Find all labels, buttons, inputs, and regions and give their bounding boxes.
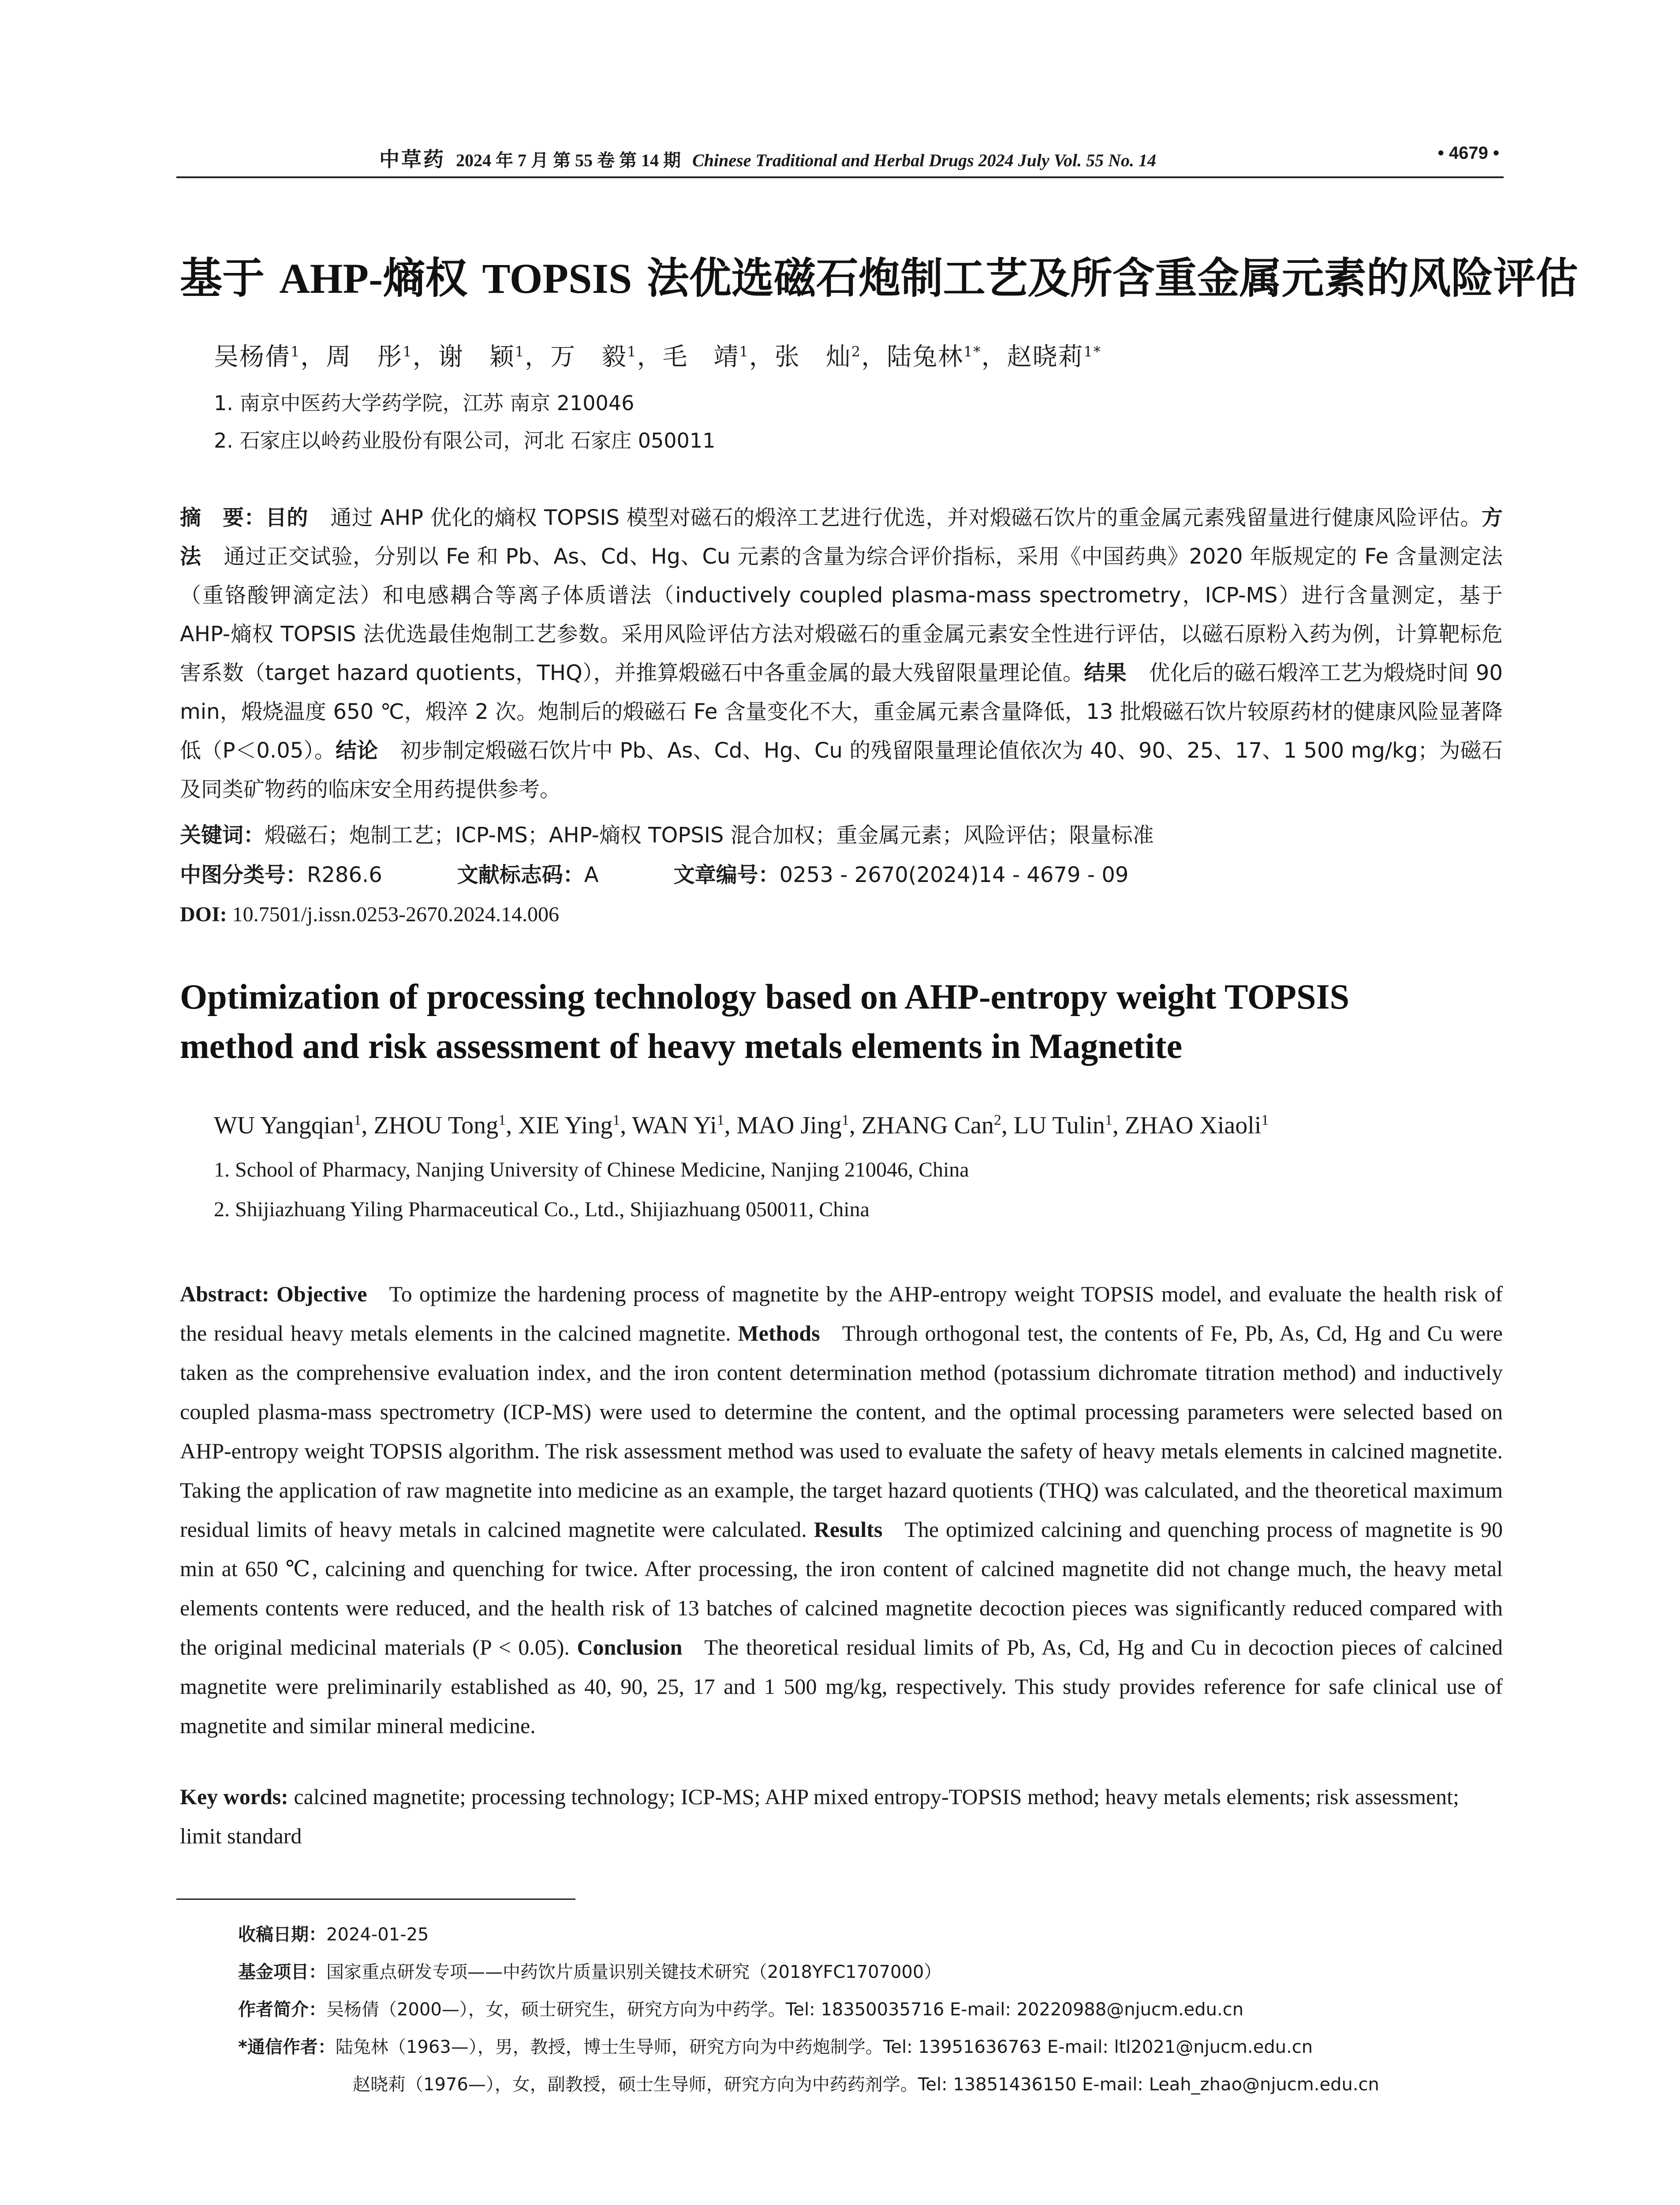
author-name: ZHANG Can [861,1112,994,1139]
english-authors: WU Yangqian$^1$, ZHOU Tong$^1$, XIE Ying$^1$, WAN Yi$^1$, MAO Jing$^1$, ZHANG Can$^2$, LU Tulin$^1$, ZHAO Xiaoli$^1$ [214,1112,1269,1139]
chinese-affiliation-1: 1. 南京中医药大学药学院，江苏 南京 210046 [214,391,635,415]
doccode-label: 文献标志码： [457,863,584,887]
english-title-line-2: method and risk assessment of heavy metals elements in Magnetite [180,1027,1183,1066]
author-affiliation-mark: 1 [841,1112,849,1129]
author-affiliation-mark: 1 [515,343,525,360]
footnote-label: 基金项目： [238,1962,326,1982]
header-left [379,143,1156,172]
author-name: 周 彤 [326,343,403,371]
keywords-label: 关键词： [180,823,265,848]
doi-value[interactable]: 10.7501/j.issn.0253-2670.2024.14.006 [227,903,560,926]
author-affiliation-mark: 1 [354,1112,362,1129]
footnote-author-bio [238,1996,1243,2021]
article-label: 文章编号： [673,863,780,887]
english-affiliation-1: 1. School of Pharmacy, Nanjing University of Chinese Medicine, Nanjing 210046, China [214,1158,969,1181]
keywords-text: calcined magnetite; processing technology; ICP-MS; AHP mixed entropy-TOPSIS method; heavy metals elements; risk assessment; limit standard [180,1784,1459,1848]
footnote-label: 收稿日期： [238,1925,326,1945]
chinese-abstract [180,498,1503,809]
conclusion-text: The theoretical residual limits of Pb, As, Cd, Hg and Cu in decoction pieces of calcined magnetite were preliminarily established as 40, 90, 25, 17 and 1 500 mg/kg, respectively. This study provides reference for safe clinical use of magnetite and similar mineral medicine. [180,1635,1503,1738]
chinese-title [180,245,1578,305]
english-abstract [180,1274,1503,1745]
conclusion-label: 结论 [335,738,378,763]
author-name: XIE Ying [518,1112,613,1139]
footnote-text: 吴杨倩（2000—），女，硕士研究生，研究方向为中药学。Tel: 18350035716 E-mail: 20220988@njucm.edu.cn [326,1999,1244,2020]
author-name: 张 灿 [774,343,851,371]
author-affiliation-mark: 1 [739,343,749,360]
author-affiliation-mark: 2 [993,1112,1001,1129]
author-affiliation-mark: 1 [1105,1112,1113,1129]
author-name: 谢 颖 [438,343,515,371]
title-part: AHP- [279,255,383,302]
author-affiliation-mark: 1 [627,343,637,360]
footnote-fund [238,1958,941,1983]
footnote-received [238,1921,429,1946]
footnote-rule [176,1899,575,1900]
doi-line [180,895,1503,934]
objective-label: 目的 [265,505,308,530]
author-affiliation-mark: 1 [1261,1112,1269,1129]
methods-text: Through orthogonal test, the contents of Fe, Pb, As, Cd, Hg and Cu were taken as the comprehensive evaluation index, and the iron content determination method (potassium dichromate titration method) and inductively coupled plasma-mass spectrometry (ICP-MS) were used to determine the content, and the optimal processing parameters were selected based on AHP-entropy weight TOPSIS algorithm. The risk assessment method was used to evaluate the safety of heavy metals elements in calcined magnetite. Taking the application of raw magnetite into medicine as an example, the target hazard quotients (THQ) was calculated, and the theoretical maximum residual limits of heavy metals in calcined magnetite were calculated. [180,1321,1503,1542]
header-rule [176,176,1504,178]
title-part: 法优选磁石炮制工艺及所含重金属元素的风险评估 [632,254,1578,303]
chinese-affiliation-2: 2. 石家庄以岭药业股份有限公司，河北 石家庄 050011 [214,429,716,452]
results-label: 结果 [1084,661,1127,685]
english-keywords [180,1777,1503,1856]
methods-text: 通过正交试验，分别以 Fe 和 Pb、As、Cd、Hg、Cu 元素的含量为综合评价指标，采用《中国药典》2020 年版规定的 Fe 含量测定法（重铬酸钾滴定法）和电感耦合等离子体质谱法（inductively coupled plasma-mass spectrometry，ICP-MS）进行含量测定，基于 AHP-熵权 TOPSIS 法优选最佳炮制工艺参数。采用风险评估方法对煅磁石的重金属元素安全性进行评估，以磁石原粉入药为例，计算靶标危害系数（target hazard quotients，THQ），并推算煅磁石中各重金属的最大残留限量理论值。 [180,544,1503,685]
methods-label: 方法 [180,505,1503,569]
objective-text: 通过 AHP 优化的熵权 TOPSIS 模型对磁石的煅淬工艺进行优选，并对煅磁石饮片的重金属元素残留量进行健康风险评估。 [330,505,1482,530]
title-part: 基于 [180,254,280,303]
author-affiliation-mark: 2 [851,343,862,360]
english-title [180,972,1349,1071]
clc-value: R286.6 [307,863,382,887]
journal-logo: 中草药 [379,147,445,171]
doi-label: DOI: [180,903,227,926]
methods-label: Methods [738,1321,820,1345]
article-value: 0253 - 2670(2024)14 - 4679 - 09 [779,863,1129,887]
author-affiliation-mark: 1 [291,343,301,360]
author-name: WAN Yi [632,1112,717,1139]
chinese-keywords [180,816,1503,855]
conclusion-label: Conclusion [577,1635,683,1659]
footnote-text: 2024-01-25 [326,1925,429,1945]
results-label: Results [814,1517,883,1542]
running-header [176,143,1504,179]
author-name: ZHAO Xiaoli [1124,1112,1262,1139]
title-part: TOPSIS [482,255,632,302]
results-text: The optimized calcining and quenching process of magnetite is 90 min at 650 ℃, calcining and quenching for twice. After processing, the iron content of calcined magnetite did not change much, the heavy metal elements contents were reduced, and the health risk of 13 batches of calcined magnetite decoction pieces was significantly reduced compared with the original medicinal materials (P < 0.05). [180,1517,1503,1659]
author-affiliation-mark: 1* [1083,343,1101,360]
conclusion-text: 初步制定煅磁石饮片中 Pb、As、Cd、Hg、Cu 的残留限量理论值依次为 40、90、25、17、1 500 mg/kg；为磁石及同类矿物药的临床安全用药提供参考。 [180,738,1503,802]
footnote-text: 国家重点研发专项——中药饮片质量识别关键技术研究（2018YFC1707000） [326,1962,942,1982]
author-name: MAO Jing [736,1112,842,1139]
title-part: 熵权 [383,254,482,303]
keywords-text: 煅磁石；炮制工艺；ICP-MS；AHP-熵权 TOPSIS 混合加权；重金属元素；风险评估；限量标准 [265,823,1154,848]
author-name: 赵晓莉 [1007,343,1084,371]
clc-label: 中图分类号： [180,863,307,887]
results-text: 优化后的磁石煅淬工艺为煅烧时间 90 min，煅烧温度 650 ℃，煅淬 2 次。炮制后的煅磁石 Fe 含量变化不大，重金属元素含量降低，13 批煅磁石饮片较原药材的健康风险显著降低（P＜0.05）。 [180,661,1503,763]
author-affiliation-mark: 1 [498,1112,506,1129]
footnote-corresponding-1 [238,2033,1313,2058]
classification-line [180,856,1503,894]
abstract-label: 摘 要： [180,505,265,530]
author-name: ZHOU Tong [373,1112,499,1139]
footnote-label: *通信作者： [238,2037,336,2057]
author-name: 毛 靖 [662,343,739,371]
english-affiliation-2: 2. Shijiazhuang Yiling Pharmaceutical Co., Ltd., Shijiazhuang 050011, China [214,1198,870,1221]
page-number: • 4679 • [1437,143,1499,163]
author-affiliation-mark: 1 [612,1112,620,1129]
author-affiliation-mark: 1 [717,1112,724,1129]
header-issue-cn: 2024 年 7 月 第 55 卷 第 14 期 [456,150,681,170]
footnote-label: 作者简介： [238,1999,326,2020]
author-name: 万 毅 [550,343,627,371]
abstract-objective-label: Abstract: Objective [180,1282,367,1306]
footnote-corresponding-2: 赵晓莉（1976—），女，副教授，硕士生导师，研究方向为中药药剂学。Tel: 13851436150 E-mail: Leah_zhao@njucm.edu.cn [353,2074,1379,2095]
author-affiliation-mark: 1 [403,343,413,360]
doccode-value: A [584,863,599,887]
header-journal-en: Chinese Traditional and Herbal Drugs 2024 July Vol. 55 No. 14 [692,150,1156,170]
objective-text: To optimize the hardening process of magnetite by the AHP-entropy weight TOPSIS model, and evaluate the health risk of the residual heavy metals elements in the calcined magnetite. [180,1282,1503,1345]
footnote-text: 陆兔林（1963—），男，教授，博士生导师，研究方向为中药炮制学。Tel: 13951636763 E-mail: ltl2021@njucm.edu.cn [335,2037,1313,2057]
author-affiliation-mark: 1* [963,343,982,360]
author-name: WU Yangqian [214,1112,354,1139]
author-name: LU Tulin [1013,1112,1105,1139]
author-name: 吴杨倩 [214,343,291,371]
english-title-line-1: Optimization of processing technology based on AHP-entropy weight TOPSIS [180,978,1350,1017]
chinese-authors: 吴杨倩$^1$，周 彤$^1$，谢 颖$^1$，万 毅$^1$，毛 靖$^1$，张 灿$^2$，陆兔林$^{1*}$，赵晓莉$^{1*}$ [214,343,1101,371]
keywords-label: Key words: [180,1784,288,1809]
author-name: 陆兔林 [887,343,964,371]
